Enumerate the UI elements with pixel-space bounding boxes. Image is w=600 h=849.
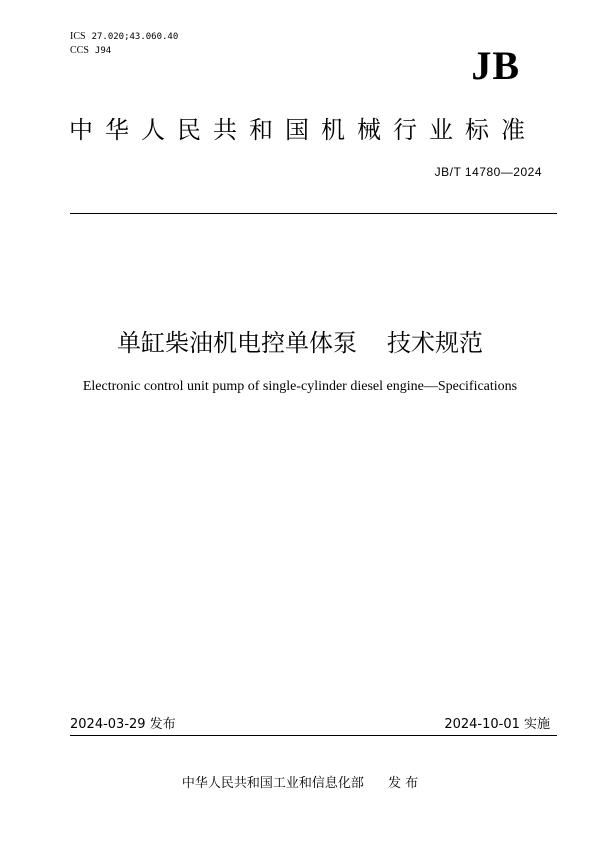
standard-number: JB/T 14780—2024 bbox=[434, 165, 542, 179]
title-english: Electronic control unit pump of single-cylinder diesel engine—Specifications bbox=[82, 379, 518, 394]
implement-date: 2024-10-01 实施 bbox=[444, 717, 550, 732]
ics-label: ICS bbox=[70, 31, 86, 42]
issuer-action: 发 布 bbox=[387, 776, 419, 791]
publish-date: 2024-03-29 发布 bbox=[70, 717, 176, 732]
title-chinese-main: 单缸柴油机电控单体泵 bbox=[117, 329, 357, 357]
standard-category: 中华人民共和国机械行业标准 bbox=[69, 116, 537, 144]
jb-logo: JB bbox=[471, 43, 520, 88]
ics-code bbox=[70, 31, 178, 43]
issuer-name: 中华人民共和国工业和信息化部 bbox=[181, 776, 364, 791]
title-chinese-sub: 技术规范 bbox=[387, 329, 483, 357]
ics-value: 27.020;43.060.40 bbox=[91, 32, 179, 42]
top-divider bbox=[70, 213, 557, 214]
bottom-divider bbox=[70, 735, 557, 736]
issuer-line bbox=[0, 775, 600, 793]
ccs-label: CCS bbox=[70, 45, 89, 56]
title-chinese bbox=[0, 327, 600, 359]
ccs-code bbox=[70, 45, 111, 57]
ccs-value: J94 bbox=[94, 46, 112, 56]
